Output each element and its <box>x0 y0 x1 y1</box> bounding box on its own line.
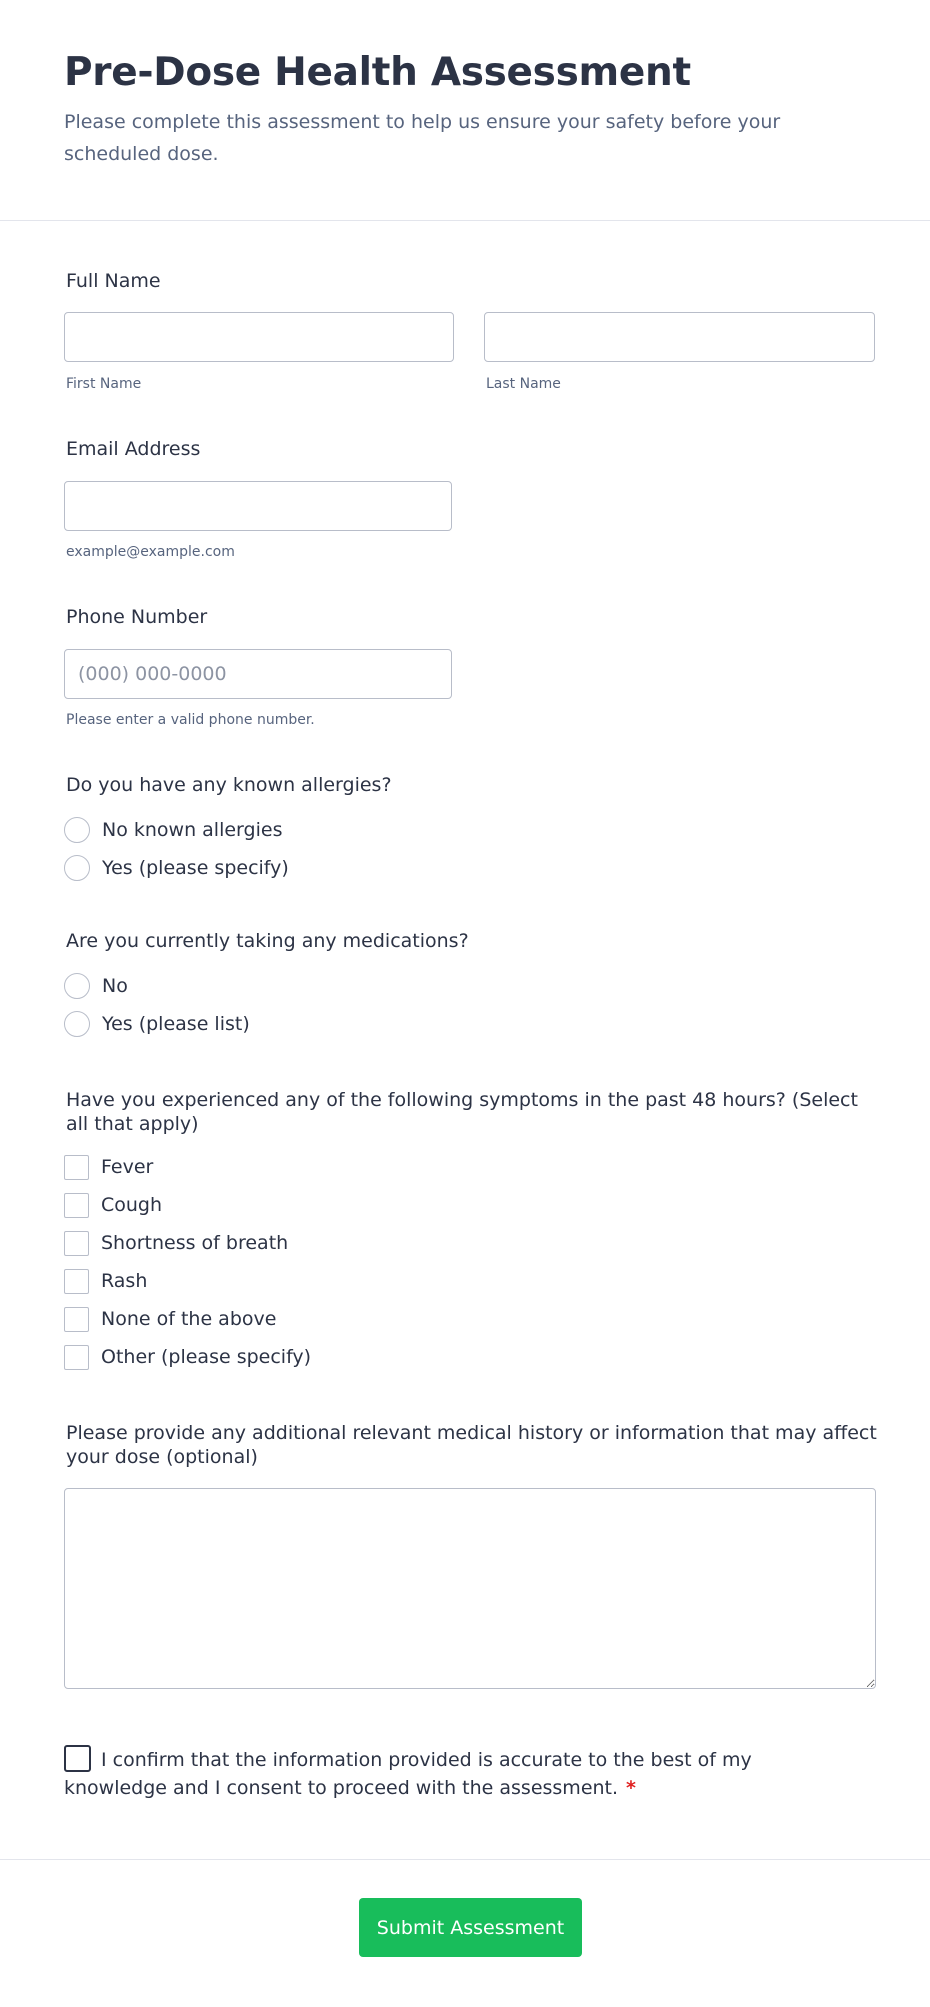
medications-yes-label: Yes (please list) <box>102 1013 250 1035</box>
email-label: Email Address <box>66 438 201 460</box>
first-name-sublabel: First Name <box>66 376 142 392</box>
email-sublabel: example@example.com <box>66 544 235 560</box>
consent-row <box>64 1745 804 1802</box>
symptom-cough-checkbox[interactable] <box>64 1193 89 1218</box>
consent-checkbox[interactable] <box>64 1745 91 1772</box>
allergies-none-radio[interactable] <box>64 817 90 843</box>
symptom-fever-label: Fever <box>101 1156 154 1178</box>
allergies-none-label: No known allergies <box>102 819 283 841</box>
phone-input[interactable] <box>64 649 452 699</box>
medications-option-no[interactable] <box>64 972 128 1000</box>
symptom-option-other[interactable] <box>64 1343 311 1371</box>
symptom-option-fever[interactable] <box>64 1153 153 1181</box>
symptom-other-checkbox[interactable] <box>64 1345 89 1370</box>
symptom-none-checkbox[interactable] <box>64 1307 89 1332</box>
symptom-rash-checkbox[interactable] <box>64 1269 89 1294</box>
allergies-question: Do you have any known allergies? <box>66 774 392 796</box>
medications-no-radio[interactable] <box>64 973 90 999</box>
consent-text: I confirm that the information provided is accurate to the best of my knowledge and I consent to proceed with the assessment. <box>64 1749 752 1799</box>
required-asterisk: * <box>626 1777 636 1799</box>
symptom-option-rash[interactable] <box>64 1267 147 1295</box>
first-name-input[interactable] <box>64 312 454 362</box>
symptom-option-shortness-of-breath[interactable] <box>64 1229 288 1257</box>
history-question: Please provide any additional relevant medical history or information that may affect your dose (optional) <box>66 1422 877 1468</box>
symptom-option-cough[interactable] <box>64 1191 162 1219</box>
allergies-option-none[interactable] <box>64 816 282 844</box>
medical-history-textarea[interactable] <box>64 1488 876 1689</box>
symptom-other-label: Other (please specify) <box>101 1346 312 1368</box>
allergies-option-yes[interactable] <box>64 854 289 882</box>
symptom-option-none[interactable] <box>64 1305 276 1333</box>
symptom-cough-label: Cough <box>101 1194 163 1216</box>
symptom-shortness-of-breath-label: Shortness of breath <box>101 1232 289 1254</box>
page-title: Pre-Dose Health Assessment <box>64 50 691 95</box>
allergies-yes-label: Yes (please specify) <box>102 857 289 879</box>
last-name-input[interactable] <box>484 312 875 362</box>
phone-sublabel: Please enter a valid phone number. <box>66 712 315 728</box>
form-header <box>0 0 930 221</box>
medications-question: Are you currently taking any medications? <box>66 930 469 952</box>
last-name-sublabel: Last Name <box>486 376 561 392</box>
phone-label: Phone Number <box>66 606 208 628</box>
medications-yes-radio[interactable] <box>64 1011 90 1037</box>
medications-no-label: No <box>102 975 128 997</box>
allergies-yes-radio[interactable] <box>64 855 90 881</box>
symptom-fever-checkbox[interactable] <box>64 1155 89 1180</box>
symptom-shortness-of-breath-checkbox[interactable] <box>64 1231 89 1256</box>
symptom-none-label: None of the above <box>101 1308 277 1330</box>
symptom-rash-label: Rash <box>101 1270 148 1292</box>
medications-option-yes[interactable] <box>64 1010 250 1038</box>
email-input[interactable] <box>64 481 452 531</box>
symptoms-question: Have you experienced any of the following symptoms in the past 48 hours? (Select all that apply) <box>66 1089 858 1135</box>
full-name-label: Full Name <box>66 270 161 292</box>
page-subtitle: Please complete this assessment to help us ensure your safety before your scheduled dose. <box>64 111 781 165</box>
submit-assessment-button[interactable]: Submit Assessment <box>359 1898 582 1957</box>
